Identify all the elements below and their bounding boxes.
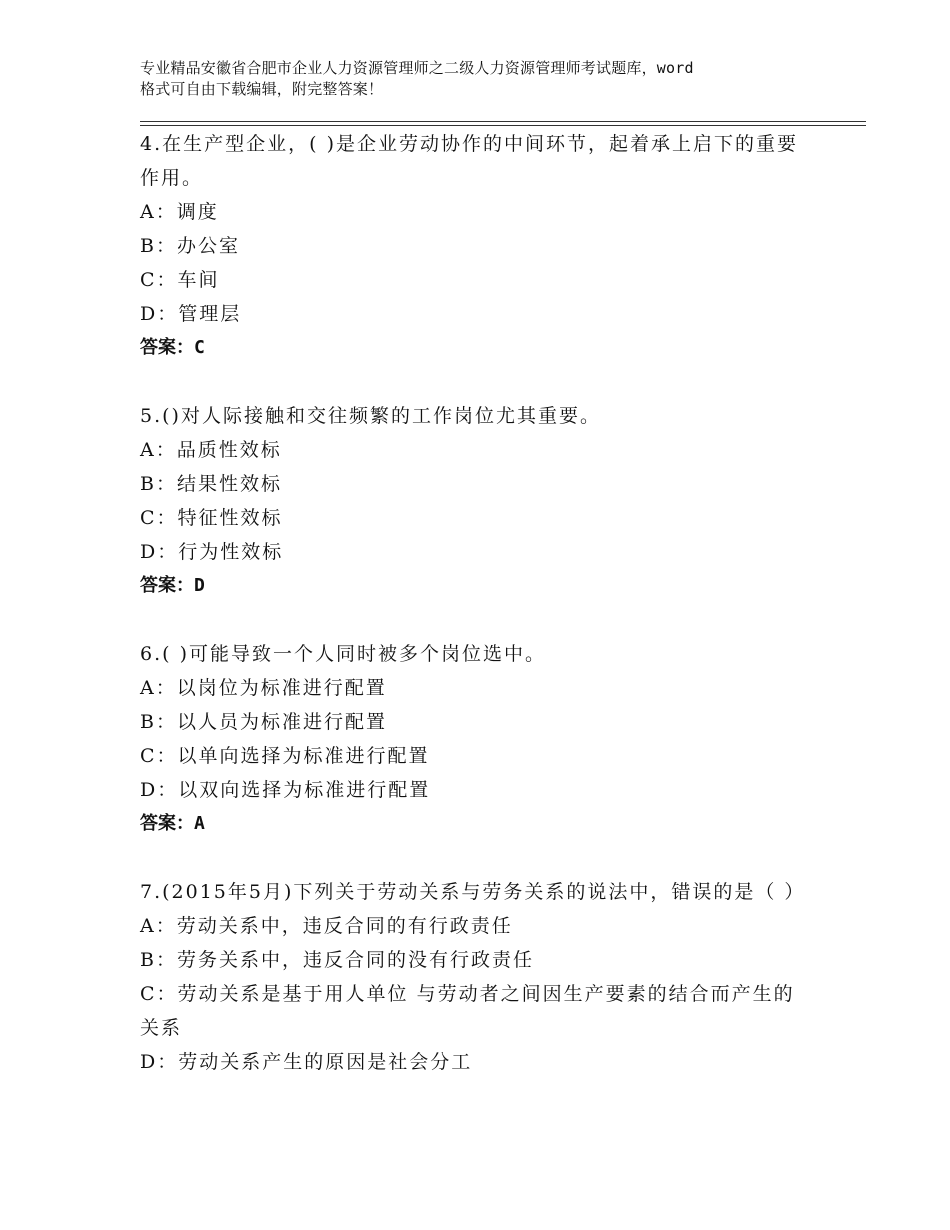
answer-label: 答案：A <box>140 813 205 834</box>
question-stem: 6.( )可能导致一个人同时被多个岗位选中。 <box>140 643 546 665</box>
question-5 <box>140 399 810 603</box>
option-b: B：劳务关系中，违反合同的没有行政责任 <box>140 949 534 971</box>
option-b: B：以人员为标准进行配置 <box>140 711 387 733</box>
option-c: C：以单向选择为标准进行配置 <box>140 745 430 767</box>
answer-label: 答案：C <box>140 337 205 358</box>
question-stem: 4.在生产型企业，( )是企业劳动协作的中间环节，起着承上启下的重要作用。 <box>140 133 798 189</box>
question-6 <box>140 637 810 841</box>
option-a: A：劳动关系中，违反合同的有行政责任 <box>140 915 513 937</box>
question-4 <box>140 127 810 365</box>
question-list <box>140 127 810 1113</box>
question-stem: 5.()对人际接触和交往频繁的工作岗位尤其重要。 <box>140 405 601 427</box>
header-line-1: 专业精品安徽省合肥市企业人力资源管理师之二级人力资源管理师考试题库，word <box>140 59 694 77</box>
option-c: C：劳动关系是基于用人单位 与劳动者之间因生产要素的结合而产生的关系 <box>140 983 795 1039</box>
answer-label: 答案：D <box>140 575 205 596</box>
option-a: A：以岗位为标准进行配置 <box>140 677 387 699</box>
option-d: D：管理层 <box>140 303 242 325</box>
question-7 <box>140 875 810 1079</box>
option-a: A：品质性效标 <box>140 439 282 461</box>
option-d: D：行为性效标 <box>140 541 284 563</box>
option-c: C：车间 <box>140 269 220 291</box>
document-header <box>140 58 820 100</box>
option-d: D：劳动关系产生的原因是社会分工 <box>140 1051 473 1073</box>
option-b: B：办公室 <box>140 235 240 257</box>
option-c: C：特征性效标 <box>140 507 283 529</box>
question-stem: 7.(2015年5月)下列关于劳动关系与劳务关系的说法中，错误的是（ ） <box>140 881 806 903</box>
header-divider <box>140 121 866 126</box>
option-d: D：以双向选择为标准进行配置 <box>140 779 431 801</box>
header-line-2: 格式可自由下载编辑，附完整答案！ <box>140 80 384 98</box>
option-a: A：调度 <box>140 201 219 223</box>
option-b: B：结果性效标 <box>140 473 282 495</box>
